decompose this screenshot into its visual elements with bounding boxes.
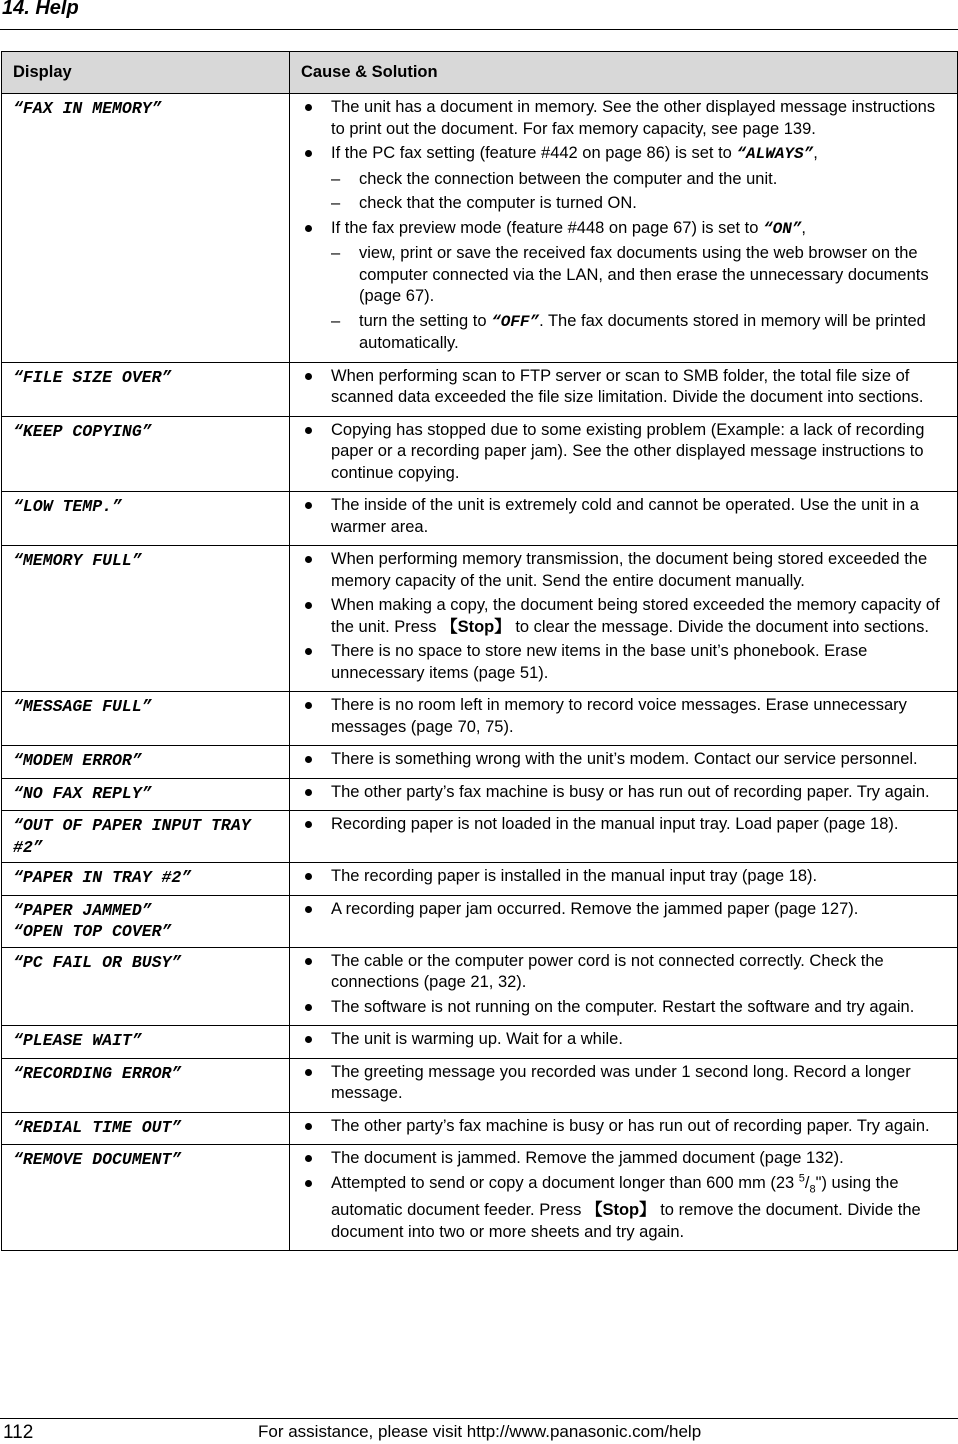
bullet-icon xyxy=(305,602,312,609)
table-body xyxy=(2,94,958,1251)
bullet-item xyxy=(301,1148,949,1170)
page-footer xyxy=(0,1418,958,1443)
bullet-icon xyxy=(305,648,312,655)
bullet-icon xyxy=(305,958,312,965)
item-text: check the connection between the computer and the unit. xyxy=(359,169,778,188)
item-text: The recording paper is installed in the manual input tray (page 18). xyxy=(331,867,818,885)
display-message: “KEEP COPYING” xyxy=(2,416,290,492)
item-text: There is something wrong with the unit’s modem. Contact our service personnel. xyxy=(331,750,918,768)
item-text: Recording paper is not loaded in the manual input tray. Load paper (page 18). xyxy=(331,815,899,833)
item-text: The unit has a document in memory. See the other displayed message instructions to print out the document. For fax memory capacity, see page 139. xyxy=(331,98,936,138)
table-row xyxy=(2,863,958,896)
item-text: The unit is warming up. Wait for a while. xyxy=(331,1030,623,1048)
bullet-icon xyxy=(305,1155,312,1162)
item-text: When performing memory transmission, the document being stored exceeded the memory capacity of the unit. Send the entire document manually. xyxy=(331,550,928,590)
item-text: There is no room left in memory to record voice messages. Erase unnecessary messages (page 70, 75). xyxy=(331,696,907,736)
table-row xyxy=(2,492,958,546)
bullet-icon xyxy=(305,225,312,232)
bullet-icon xyxy=(305,1036,312,1043)
cause-solution xyxy=(290,895,958,947)
bullet-icon xyxy=(305,789,312,796)
cause-solution xyxy=(290,947,958,1026)
dash-item xyxy=(301,243,949,308)
item-text: When performing scan to FTP server or scan to SMB folder, the total file size of scanned data exceeded the file size limitation. Divide the document into sections. xyxy=(331,366,924,406)
table-row xyxy=(2,94,958,363)
table-row xyxy=(2,746,958,779)
cause-solution xyxy=(290,811,958,863)
bullet-icon xyxy=(305,756,312,763)
bullet-icon xyxy=(305,502,312,509)
item-text: The cable or the computer power cord is not connected correctly. Check the connections (page 21, 32). xyxy=(331,951,884,991)
display-message: “PLEASE WAIT” xyxy=(2,1026,290,1059)
bullet-item xyxy=(301,495,949,538)
display-message: “PAPER JAMMED” “OPEN TOP COVER” xyxy=(2,895,290,947)
cause-solution xyxy=(290,416,958,492)
display-message: “OUT OF PAPER INPUT TRAY #2” xyxy=(2,811,290,863)
help-table xyxy=(1,51,958,1251)
table-row xyxy=(2,1112,958,1145)
cause-solution xyxy=(290,1112,958,1145)
item-text: The greeting message you recorded was under 1 second long. Record a longer message. xyxy=(331,1062,911,1102)
table-row xyxy=(2,1026,958,1059)
item-text: Copying has stopped due to some existing problem (Example: a lack of recording paper or a recording paper jam). See the other displayed message instructions to continue copying. xyxy=(331,420,925,482)
bullet-item xyxy=(301,595,949,638)
bullet-item xyxy=(301,1029,949,1051)
table-row xyxy=(2,1058,958,1112)
item-text: The inside of the unit is extremely cold and cannot be operated. Use the unit in a warmer area. xyxy=(331,496,919,536)
footer-note: For assistance, please visit http://www.panasonic.com/help xyxy=(258,1422,702,1441)
cause-solution xyxy=(290,1026,958,1059)
item-text: turn the setting to “OFF”. The fax documents stored in memory will be printed automatically. xyxy=(359,311,926,352)
item-text: The document is jammed. Remove the jammed document (page 132). xyxy=(331,1149,844,1167)
bullet-item xyxy=(301,782,949,804)
table-row xyxy=(2,416,958,492)
item-text: The other party’s fax machine is busy or has run out of recording paper. Try again. xyxy=(331,1116,930,1135)
display-message: “FILE SIZE OVER” xyxy=(2,362,290,416)
bullet-icon xyxy=(305,821,312,828)
dash-icon: – xyxy=(331,311,341,330)
table-row xyxy=(2,811,958,863)
bullet-item xyxy=(301,549,949,592)
bullet-item xyxy=(301,420,949,485)
display-message: “MESSAGE FULL” xyxy=(2,692,290,746)
bullet-item xyxy=(301,695,949,738)
display-message: “FAX IN MEMORY” xyxy=(2,94,290,363)
bullet-item xyxy=(301,749,949,771)
table-row xyxy=(2,362,958,416)
bullet-icon xyxy=(305,702,312,709)
dash-icon: – xyxy=(331,169,341,188)
cause-solution xyxy=(290,863,958,896)
item-text: The software is not running on the computer. Restart the software and try again. xyxy=(331,997,915,1016)
display-message: “NO FAX REPLY” xyxy=(2,778,290,811)
dash-icon: – xyxy=(331,244,341,262)
cause-solution xyxy=(290,94,958,363)
display-message: “REMOVE DOCUMENT” xyxy=(2,1145,290,1251)
bullet-icon xyxy=(305,556,312,563)
bullet-item xyxy=(301,997,949,1019)
cause-solution xyxy=(290,492,958,546)
item-text: If the fax preview mode (feature #448 on page 67) is set to “ON”, xyxy=(331,218,807,238)
bullet-icon xyxy=(305,150,312,157)
bullet-item xyxy=(301,866,949,888)
bullet-item xyxy=(301,1116,949,1138)
dash-icon: – xyxy=(331,194,341,212)
bullet-icon xyxy=(305,1004,312,1011)
bullet-item xyxy=(301,951,949,994)
bullet-item xyxy=(301,97,949,140)
item-text: view, print or save the received fax documents using the web browser on the computer connected via the LAN, and then erase the unnecessary documents (page 67). xyxy=(359,244,929,305)
bullet-item xyxy=(301,641,949,684)
bullet-icon xyxy=(305,1180,312,1187)
bullet-icon xyxy=(305,104,312,111)
bullet-item xyxy=(301,899,949,921)
cause-solution xyxy=(290,1145,958,1251)
item-text: There is no space to store new items in the base unit’s phonebook. Erase unnecessary items (page 51). xyxy=(331,642,868,682)
table-row xyxy=(2,1145,958,1251)
bullet-icon xyxy=(305,1069,312,1076)
bullet-item xyxy=(301,366,949,409)
table-header-row xyxy=(2,52,958,94)
chapter-title: 14. Help xyxy=(2,0,79,19)
display-message: “REDIAL TIME OUT” xyxy=(2,1112,290,1145)
dash-item xyxy=(301,169,949,191)
column-header-solution: Cause & Solution xyxy=(290,52,958,94)
table-row xyxy=(2,692,958,746)
bullet-icon xyxy=(305,1123,312,1130)
table-row xyxy=(2,895,958,947)
display-message: “LOW TEMP.” xyxy=(2,492,290,546)
display-message: “PAPER IN TRAY #2” xyxy=(2,863,290,896)
bullet-icon xyxy=(305,873,312,880)
item-text: The other party’s fax machine is busy or has run out of recording paper. Try again. xyxy=(331,782,930,801)
cause-solution xyxy=(290,692,958,746)
bullet-icon xyxy=(305,427,312,434)
item-text: A recording paper jam occurred. Remove the jammed paper (page 127). xyxy=(331,899,859,918)
cause-solution xyxy=(290,778,958,811)
table-row xyxy=(2,947,958,1026)
bullet-item xyxy=(301,814,949,836)
display-message: “MODEM ERROR” xyxy=(2,746,290,779)
cause-solution xyxy=(290,1058,958,1112)
bullet-item xyxy=(301,143,949,166)
table-row xyxy=(2,546,958,692)
cause-solution xyxy=(290,746,958,779)
dash-item xyxy=(301,311,949,355)
item-text: check that the computer is turned ON. xyxy=(359,194,637,212)
item-text: When making a copy, the document being stored exceeded the memory capacity of the unit. Press 【Stop】 to clear the message. Divide the document into sections. xyxy=(331,596,940,636)
column-header-display: Display xyxy=(2,52,290,94)
cause-solution xyxy=(290,362,958,416)
item-text: If the PC fax setting (feature #442 on page 86) is set to “ALWAYS”, xyxy=(331,144,818,163)
display-message: “MEMORY FULL” xyxy=(2,546,290,692)
cause-solution xyxy=(290,546,958,692)
dash-item xyxy=(301,193,949,215)
bullet-item xyxy=(301,1062,949,1105)
display-message: “PC FAIL OR BUSY” xyxy=(2,947,290,1026)
display-message: “RECORDING ERROR” xyxy=(2,1058,290,1112)
table-row xyxy=(2,778,958,811)
bullet-icon xyxy=(305,906,312,913)
page-header xyxy=(0,0,958,30)
bullet-item xyxy=(301,218,949,241)
bullet-item xyxy=(301,1173,949,1244)
bullet-icon xyxy=(305,373,312,380)
page-number: 112 xyxy=(3,1422,34,1443)
item-text: Attempted to send or copy a document longer than 600 mm (23 $^5/_8$") using the automatic document feeder. Press 【Stop】 to remove the document. Divide the document into two or more sheets and try again. xyxy=(331,1172,921,1241)
